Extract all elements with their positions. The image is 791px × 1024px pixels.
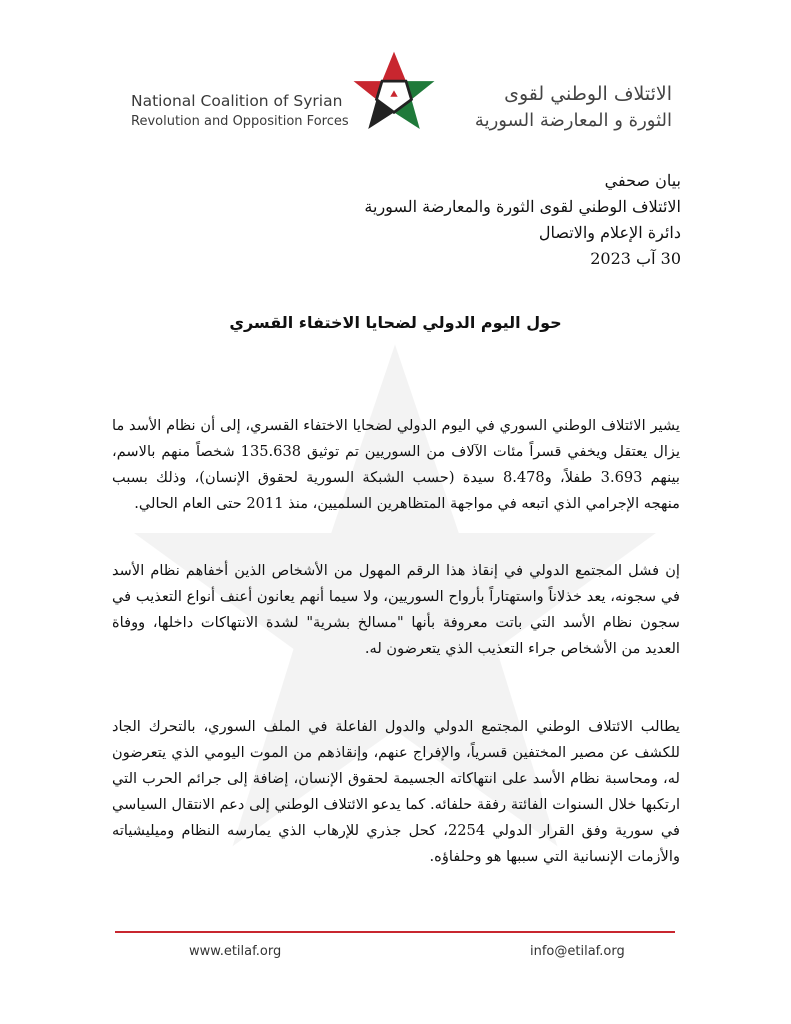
statement-meta bbox=[261, 168, 681, 272]
paragraph-3: يطالب الائتلاف الوطني المجتمع الدولي والدول الفاعلة في الملف السوري، بالتحرك الجاد للكشف عن مصير المختفين قسرياً، والإفراج عنهم، وإنقاذهم من الموت اليومي الذي يتعرضون له، ومحاسبة نظام الأسد على انتهاكاته الجسيمة لحقوق الإنسان، إضافة إلى جرائم الحرب التي ارتكبها خلال السنوات الفائتة رفقة حلفائه. كما يدعو الائتلاف الوطني إلى دعم الانتقال السياسي في سورية وفق القرار الدولي 2254، كحل جذري للإرهاب الذي يمارسه النظام وميليشياته والأزمات الإنسانية التي سببها هو وحلفاؤه. bbox=[112, 717, 680, 865]
org-ar-line2: الثورة و المعارضة السورية bbox=[474, 110, 672, 131]
document-type: بيان صحفي bbox=[604, 171, 681, 190]
footer-website-link[interactable]: www.etilaf.org bbox=[189, 944, 282, 959]
footer-divider bbox=[115, 931, 675, 933]
department: دائرة الإعلام والاتصال bbox=[538, 223, 681, 242]
statement-date: 30 آب 2023 bbox=[590, 249, 681, 268]
organization-name-ar bbox=[442, 80, 672, 134]
footer-email-link[interactable]: info@etilaf.org bbox=[530, 944, 625, 959]
statement-title: حول اليوم الدولي لضحايا الاختفاء القسري bbox=[229, 313, 562, 332]
paragraph-2: إن فشل المجتمع الدولي في إنقاذ هذا الرقم المهول من الأشخاص الذين أخفاهم نظام الأسد في سجونه، يعد خذلاناً واستهتاراً بأرواح السوريين، ولا سيما أنهم يعانون أعنف أنواع التعذيب في سجون نظام الأسد التي باتت معروفة بأنها "مسالخ بشرية" لشدة الانتهاكات داخلها، ووفاة العديد من الأشخاص جراء التعذيب الذي يتعرضون له. bbox=[112, 561, 680, 657]
paragraph-1: يشير الائتلاف الوطني السوري في اليوم الدولي لضحايا الاختفاء القسري، إلى أن نظام الأسد ما يزال يعتقل ويخفي قسراً مئات الآلاف من السوريين تم توثيق 135.638 شخصاً منهم بالاسم، بينهم 3.693 طفلاً، و8.478 سيدة (حسب الشبكة السورية لحقوق الإنسان)، وذلك بسبب منهجه الإجرامي الذي اتبعه في مواجهة المتظاهرين السلميين، منذ 2011 حتى العام الحالي. bbox=[112, 416, 681, 512]
org-en-line1: National Coalition of Syrian bbox=[131, 92, 343, 110]
org-ar-line1: الائتلاف الوطني لقوى bbox=[504, 83, 672, 105]
org-en-line2: Revolution and Opposition Forces bbox=[131, 114, 349, 129]
coalition-star-logo bbox=[348, 48, 440, 140]
issuing-organization: الائتلاف الوطني لقوى الثورة والمعارضة السورية bbox=[364, 197, 681, 216]
organization-name-en bbox=[131, 90, 351, 132]
